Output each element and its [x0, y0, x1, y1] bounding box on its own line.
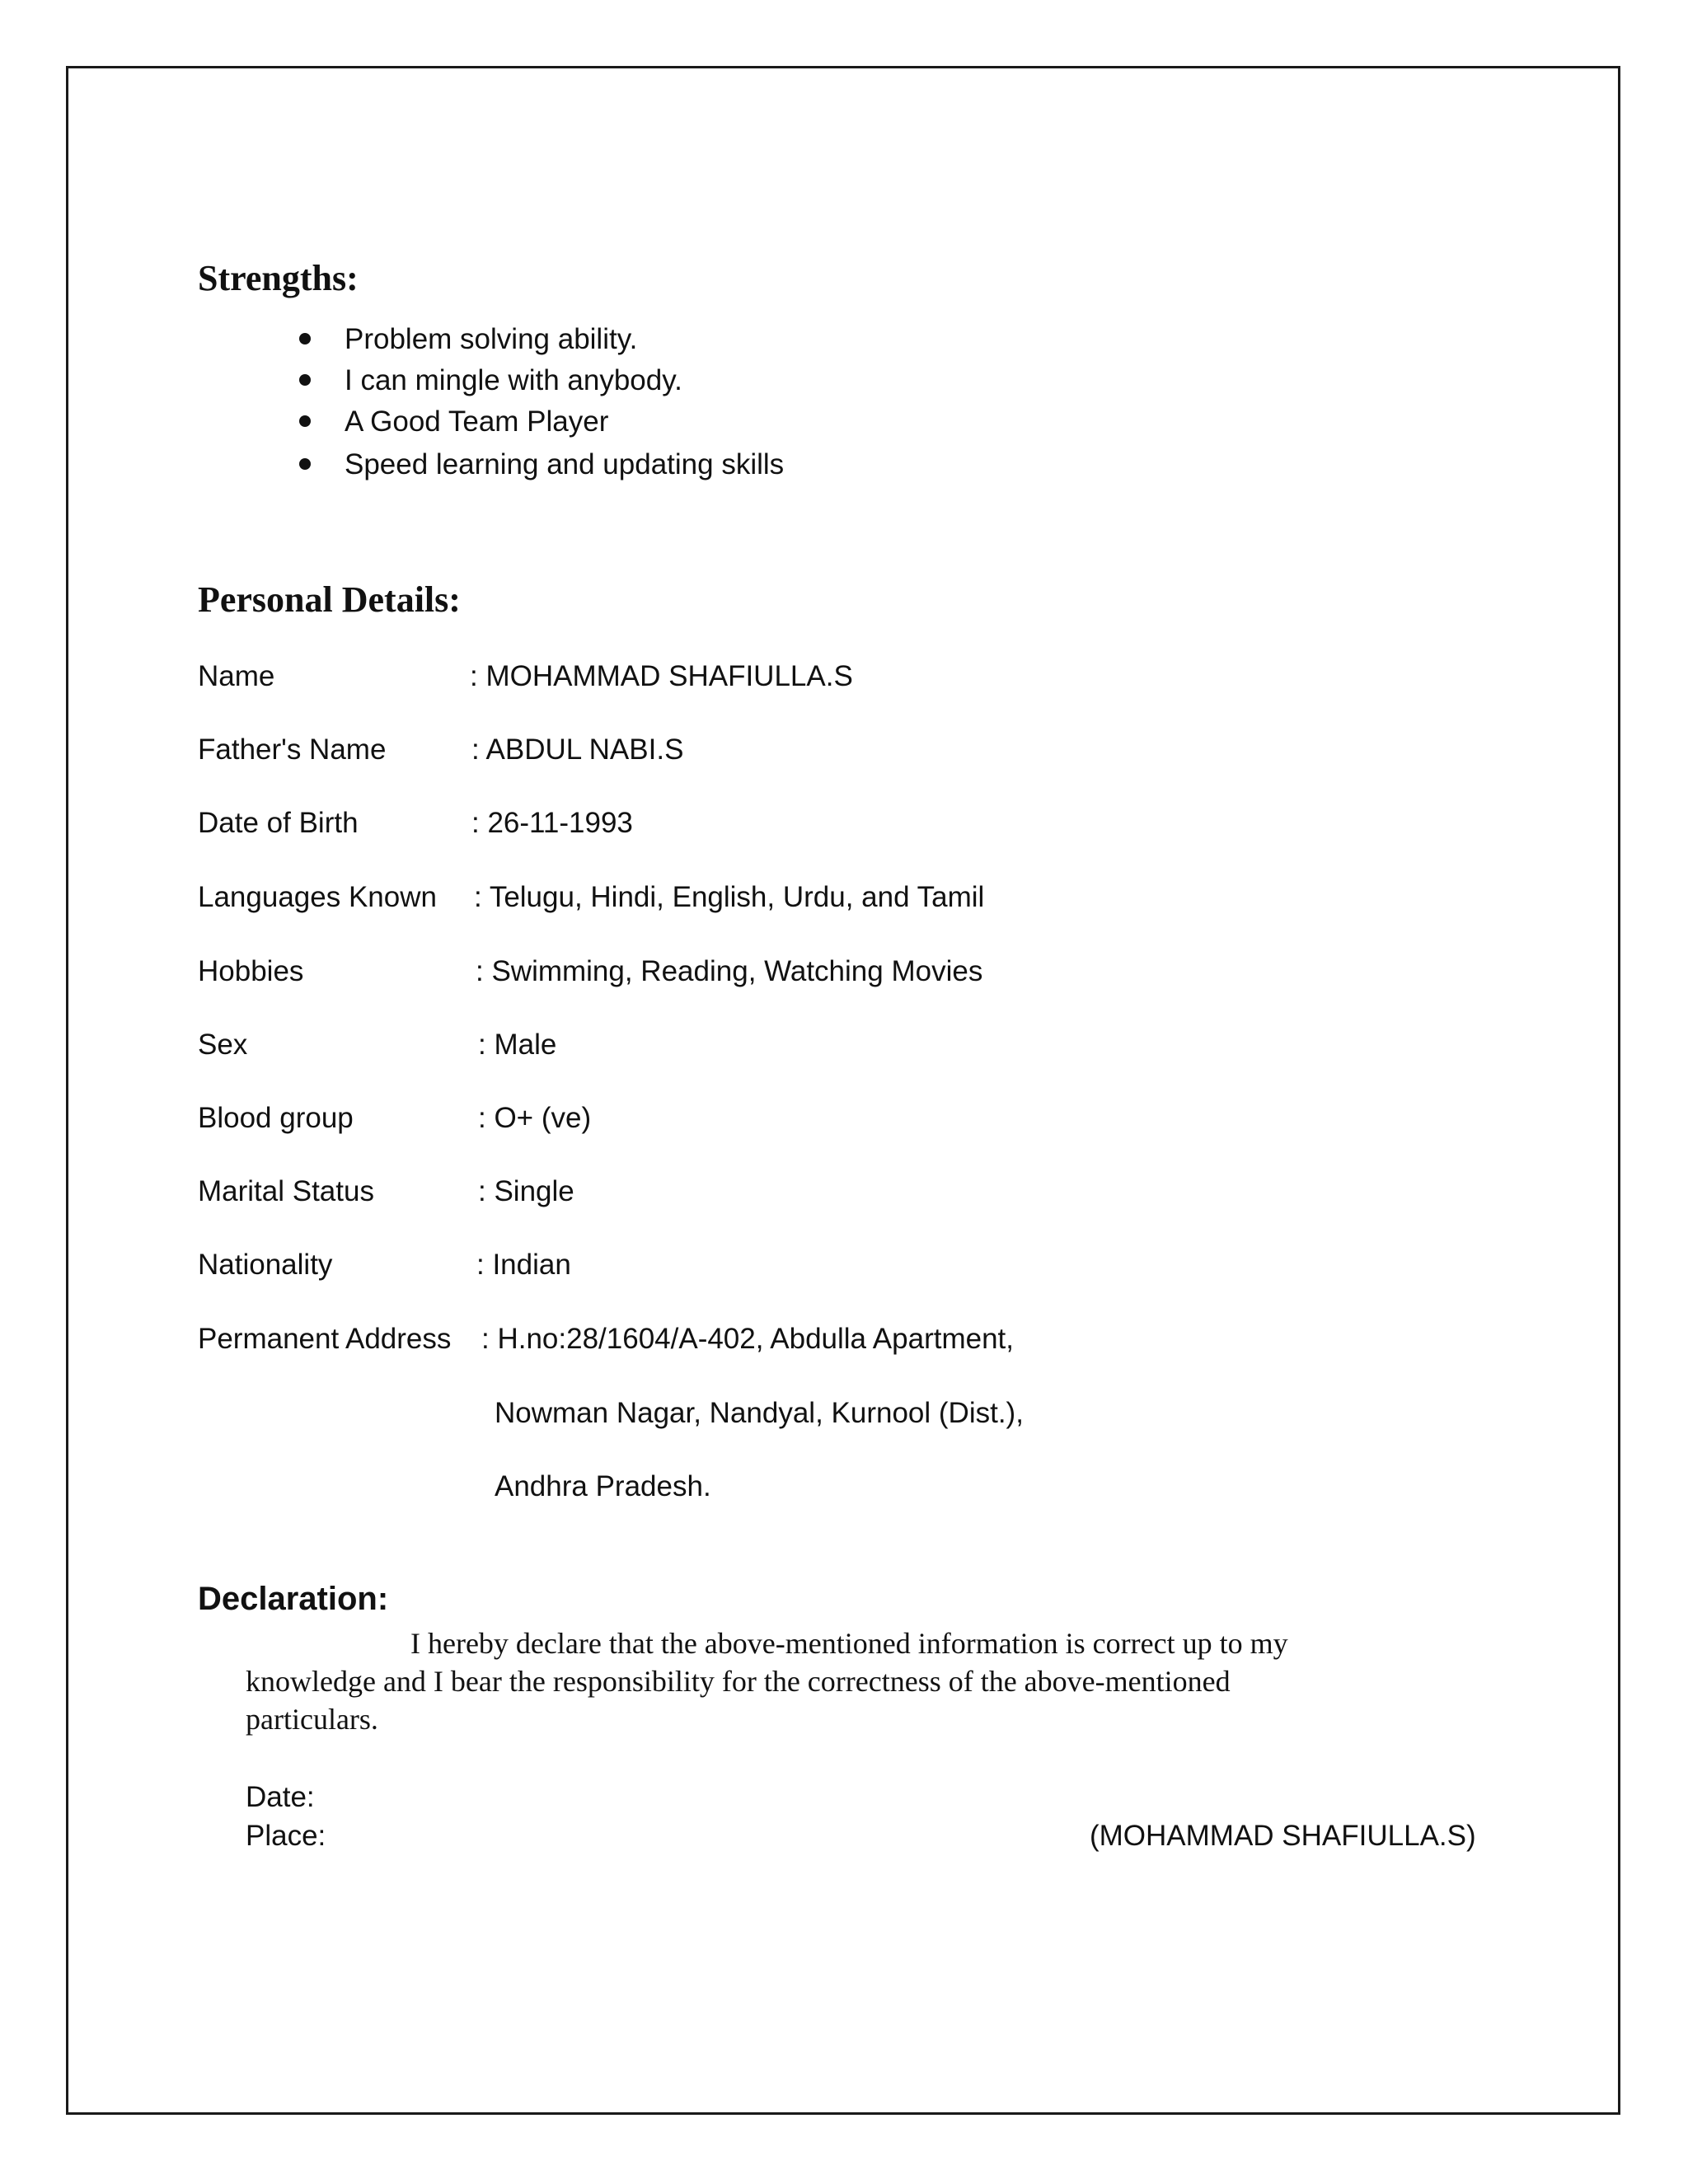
bullet-icon: [299, 458, 311, 470]
declaration-line-3: particulars.: [246, 1703, 378, 1736]
declaration-line-2: knowledge and I bear the responsibility for the correctness of the above-mentioned: [246, 1665, 1231, 1698]
detail-label-marital-status: Marital Status: [198, 1175, 374, 1207]
bullet-icon: [299, 415, 311, 427]
address-line-3: Andhra Pradesh.: [495, 1470, 711, 1502]
detail-value-languages: : Telugu, Hindi, English, Urdu, and Tamil: [474, 881, 985, 913]
list-item: A Good Team Player: [345, 405, 609, 438]
detail-value-address: : H.no:28/1604/A-402, Abdulla Apartment,: [481, 1323, 1014, 1355]
detail-value-dob: : 26-11-1993: [471, 807, 633, 839]
detail-value-nationality: : Indian: [476, 1249, 571, 1281]
list-item: Problem solving ability.: [345, 323, 638, 355]
detail-label-blood-group: Blood group: [198, 1102, 354, 1134]
detail-value-blood-group: : O+ (ve): [478, 1102, 592, 1134]
bullet-icon: [299, 333, 311, 344]
detail-value-sex: : Male: [478, 1029, 557, 1061]
detail-value-name: : MOHAMMAD SHAFIULLA.S: [470, 660, 853, 692]
detail-value-hobbies: : Swimming, Reading, Watching Movies: [476, 955, 983, 987]
detail-label-dob: Date of Birth: [198, 807, 359, 839]
list-item: I can mingle with anybody.: [345, 364, 682, 396]
strengths-heading: Strengths:: [198, 258, 359, 298]
declaration-line-1: I hereby declare that the above-mentioned information is correct up to my: [410, 1627, 1288, 1660]
detail-label-name: Name: [198, 660, 275, 692]
signature-name: (MOHAMMAD SHAFIULLA.S): [1090, 1820, 1476, 1852]
detail-label-address: Permanent Address: [198, 1323, 452, 1355]
detail-value-father: : ABDUL NABI.S: [471, 733, 684, 766]
detail-label-sex: Sex: [198, 1029, 248, 1061]
date-label: Date:: [246, 1781, 315, 1813]
personal-details-heading: Personal Details:: [198, 579, 461, 620]
declaration-heading: Declaration:: [198, 1581, 389, 1617]
list-item: Speed learning and updating skills: [345, 448, 785, 480]
detail-label-nationality: Nationality: [198, 1249, 333, 1281]
bullet-icon: [299, 374, 311, 386]
detail-label-father: Father's Name: [198, 733, 387, 766]
place-label: Place:: [246, 1820, 326, 1852]
address-line-2: Nowman Nagar, Nandyal, Kurnool (Dist.),: [495, 1397, 1024, 1429]
detail-label-languages: Languages Known: [198, 881, 437, 913]
detail-value-marital-status: : Single: [478, 1175, 574, 1207]
detail-label-hobbies: Hobbies: [198, 955, 304, 987]
